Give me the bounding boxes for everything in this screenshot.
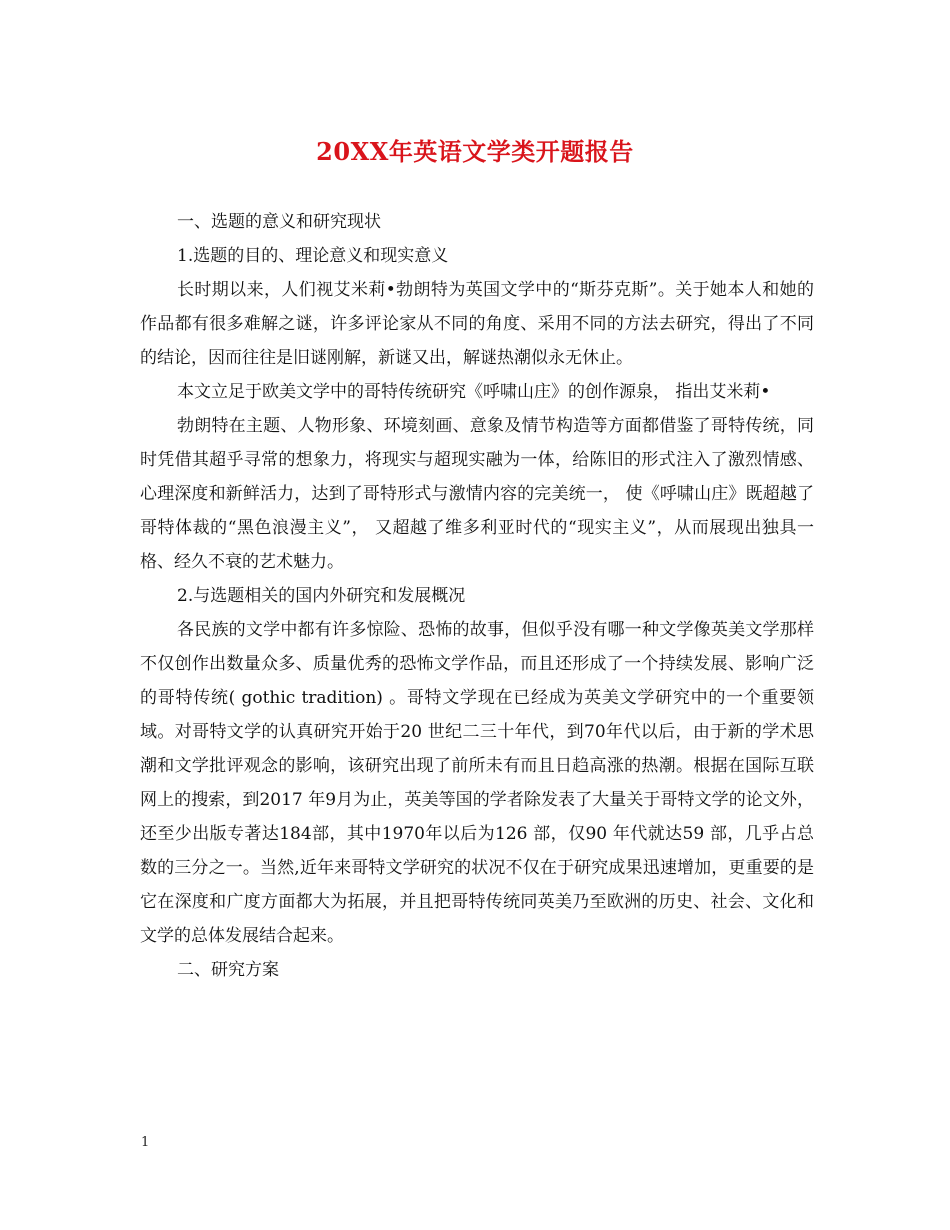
body-paragraph: 本文立足于欧美文学中的哥特传统研究《呼啸山庄》的创作源泉， 指出艾米莉• [177, 382, 771, 402]
subsection-heading-1: 1.选题的目的、理论意义和现实意义 [177, 246, 449, 266]
section-heading-2: 二、研究方案 [177, 960, 279, 980]
subsection-heading-2: 2.与选题相关的国内外研究和发展概况 [177, 586, 466, 606]
section-heading-1: 一、选题的意义和研究现状 [177, 212, 381, 232]
body-paragraph: 勃朗特在主题、人物形象、环境刻画、意象及情节构造等方面都借鉴了哥特传统，同时凭借其超乎寻常的想象力，将现实与超现实融为一体，给陈旧的形式注入了激烈情感、心理深度和新鲜活力，达到了哥特形式与激情内容的完美统一， 使《呼啸山庄》既超越了哥特体裁的“黑色浪漫主义”， 又超越了维多利亚时代的“现实主义”，从而展现出独具一格、经久不衰的艺术魅力。 [140, 416, 814, 572]
body-paragraph: 长时期以来，人们视艾米莉•勃朗特为英国文学中的“斯芬克斯”。关于她本人和她的作品都有很多难解之谜，许多评论家从不同的角度、采用不同的方法去研究，得出了不同的结论，因而往往是旧谜刚解，新谜又出，解谜热潮似永无休止。 [140, 280, 814, 368]
body-paragraph: 各民族的文学中都有许多惊险、恐怖的故事，但似乎没有哪一种文学像英美文学那样不仅创作出数量众多、质量优秀的恐怖文学作品，而且还形成了一个持续发展、影响广泛的哥特传统( gothic tradition) 。哥特文学现在已经成为英美文学研究中的一个重要领域。对哥特文学的认真研究开始于20 世纪二三十年代，到70年代以后，由于新的学术思潮和文学批评观念的影响，该研究出现了前所未有而且日趋高涨的热潮。根据在国际互联网上的搜索，到2017 年9月为止，英美等国的学者除发表了大量关于哥特文学的论文外，还至少出版专著达184部，其中1970年以后为126 部，仅90 年代就达59 部，几乎占总数的三分之一。当然,近年来哥特文学研究的状况不仅在于研究成果迅速增加，更重要的是它在深度和广度方面都大为拓展，并且把哥特传统同英美乃至欧洲的历史、社会、文化和文学的总体发展结合起来。 [140, 620, 814, 946]
page-number: 1 [141, 1135, 150, 1150]
document-body [140, 205, 814, 987]
document-title: 20XX年英语文学类开题报告 [316, 137, 634, 166]
